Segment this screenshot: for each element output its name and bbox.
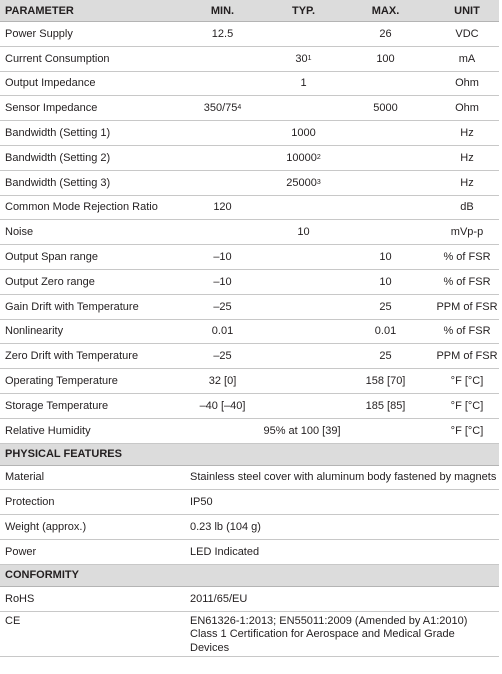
conformity-row [0, 587, 499, 612]
spec-parameter: Operating Temperature [5, 375, 118, 388]
spec-max [333, 121, 438, 145]
spec-typ: 25000 3 [286, 176, 321, 189]
spec-parameter: Bandwidth (Setting 2) [5, 151, 111, 164]
spec-typ: 30 1 [295, 52, 312, 65]
spec-min-text: –10 [213, 275, 232, 288]
physical-value: 0.23 lb (104 g) [190, 521, 261, 534]
spec-row [0, 146, 499, 171]
physical-value: Stainless steel cover with aluminum body fastened by magnets [190, 471, 497, 484]
spec-unit: Ohm [455, 102, 479, 115]
spec-typ-text: 10000 [286, 151, 317, 164]
spec-row [0, 245, 499, 270]
spec-min-text: 350/75 [203, 102, 238, 115]
conformity-label: CE [5, 614, 21, 627]
spec-row [0, 47, 499, 72]
spec-typ-text: 25000 [286, 176, 317, 189]
spec-row [0, 320, 499, 345]
spec-parameter: Bandwidth (Setting 3) [5, 176, 111, 189]
physical-label: Power [5, 545, 37, 558]
physical-rows [0, 466, 499, 565]
physical-label: Protection [5, 496, 55, 509]
spec-max: 158 [70] [365, 375, 406, 388]
spec-min-text: –40 [–40] [199, 399, 246, 412]
physical-value: IP50 [190, 496, 213, 509]
humidity-label: Relative Humidity [5, 424, 91, 437]
spec-max: 5000 [373, 102, 398, 115]
physical-row [0, 540, 499, 565]
conformity-label: RoHS [5, 592, 35, 605]
humidity-value: 95% at 100 [39] [263, 424, 341, 437]
spec-row [0, 295, 499, 320]
spec-typ-text: 1000 [291, 127, 316, 140]
spec-unit: PPM of FSR [436, 300, 498, 313]
spec-min-text: 32 [0] [208, 375, 237, 388]
spec-max: 0.01 [374, 325, 397, 338]
spec-parameter: Power Supply [5, 27, 73, 40]
spec-parameter: Zero Drift with Temperature [5, 350, 139, 363]
spec-unit: mVp-p [450, 226, 484, 239]
spec-parameter: Output Impedance [5, 77, 96, 90]
spec-typ-text: 30 [295, 52, 308, 65]
spec-max: 25 [379, 350, 392, 363]
spec-min-text: 12.5 [211, 27, 234, 40]
conformity-header [0, 565, 499, 587]
humidity-row [0, 419, 499, 444]
spec-row [0, 369, 499, 394]
spec-max: 185 [85] [365, 399, 406, 412]
spec-unit: % of FSR [443, 325, 491, 338]
spec-max: 100 [376, 52, 395, 65]
spec-unit: VDC [455, 27, 479, 40]
spec-row [0, 96, 499, 121]
physical-features-header [0, 444, 499, 466]
spec-max [333, 171, 438, 195]
physical-value: LED Indicated [190, 545, 260, 558]
spec-unit: dB [460, 201, 474, 214]
spec-parameter: Current Consumption [5, 52, 110, 65]
spec-min-text: –25 [213, 300, 232, 313]
spec-header-row [0, 0, 499, 22]
spec-typ-text: 1 [300, 77, 307, 90]
spec-unit: mA [458, 52, 476, 65]
conformity-row [0, 612, 499, 657]
physical-features-title: PHYSICAL FEATURES [5, 448, 122, 461]
spec-min-text: –10 [213, 251, 232, 264]
spec-row [0, 171, 499, 196]
spec-unit: Hz [460, 176, 474, 189]
physical-row [0, 466, 499, 491]
spec-row [0, 220, 499, 245]
header-typ: TYP. [291, 4, 316, 17]
spec-parameter: Output Span range [5, 251, 98, 264]
spec-min: 350/75 4 [203, 102, 242, 115]
spec-max [333, 72, 438, 96]
spec-rows [0, 22, 499, 419]
spec-row [0, 344, 499, 369]
spec-parameter: Noise [5, 226, 34, 239]
spec-min-text: –25 [213, 350, 232, 363]
spec-unit: Hz [460, 151, 474, 164]
spec-parameter: Storage Temperature [5, 399, 109, 412]
spec-parameter: Output Zero range [5, 275, 95, 288]
physical-row [0, 515, 499, 540]
spec-max [333, 220, 438, 244]
spec-row [0, 270, 499, 295]
spec-max: 10 [379, 275, 392, 288]
spec-row [0, 121, 499, 146]
spec-min-text: 120 [213, 201, 232, 214]
spec-row [0, 196, 499, 221]
physical-label: Weight (approx.) [5, 521, 87, 534]
spec-max: 10 [379, 251, 392, 264]
spec-typ-text: 10 [297, 226, 310, 239]
physical-row [0, 490, 499, 515]
spec-unit: Hz [460, 127, 474, 140]
spec-row [0, 394, 499, 419]
spec-unit: % of FSR [443, 275, 491, 288]
spec-unit: PPM of FSR [436, 350, 498, 363]
spec-parameter: Gain Drift with Temperature [5, 300, 139, 313]
spec-min-text: 0.01 [211, 325, 234, 338]
spec-row [0, 22, 499, 47]
spec-max [333, 196, 438, 220]
header-unit: UNIT [454, 4, 480, 17]
spec-parameter: Sensor Impedance [5, 102, 98, 115]
spec-parameter: Nonlinearity [5, 325, 64, 338]
spec-unit: °F [°C] [450, 375, 484, 388]
humidity-unit: °F [°C] [450, 424, 484, 437]
spec-max: 25 [379, 300, 392, 313]
spec-row [0, 72, 499, 97]
spec-max: 26 [379, 27, 392, 40]
conformity-title: CONFORMITY [5, 569, 79, 582]
spec-unit: Ohm [455, 77, 479, 90]
physical-label: Material [5, 471, 45, 484]
spec-parameter: Common Mode Rejection Ratio [5, 201, 158, 214]
conformity-value: EN61326-1:2013; EN55011:2009 (Amended by A1:2010) Class 1 Certification for Aerospace and Medical Grade Devices [190, 614, 468, 654]
spec-max [333, 146, 438, 170]
conformity-value: 2011/65/EU [190, 592, 248, 605]
header-parameter: PARAMETER [5, 4, 74, 17]
conformity-rows [0, 587, 499, 657]
header-min: MIN. [210, 4, 235, 17]
spec-unit: % of FSR [443, 251, 491, 264]
header-max: MAX. [371, 4, 400, 17]
spec-unit: °F [°C] [450, 399, 484, 412]
spec-typ: 10000 2 [286, 151, 321, 164]
spec-parameter: Bandwidth (Setting 1) [5, 127, 111, 140]
